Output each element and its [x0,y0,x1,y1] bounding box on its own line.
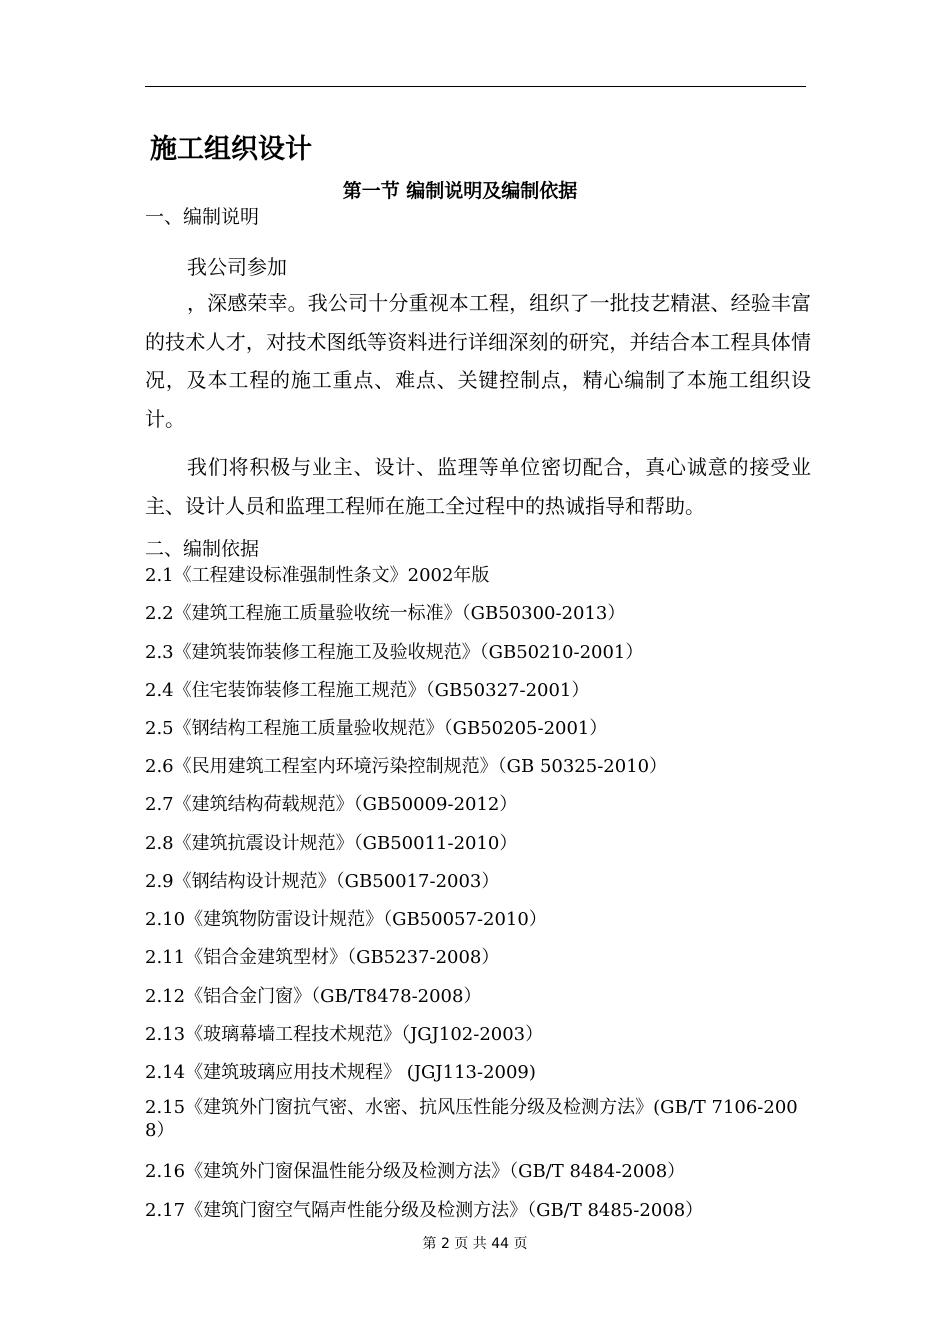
document-title: 施工组织设计 [150,134,312,165]
reference-item: 2.3《建筑装饰装修工程施工及验收规范》（GB50210-2001） [145,642,644,663]
section-title [0,176,950,203]
reference-item: 2.17《建筑门窗空气隔声性能分级及检测方法》（GB/T 8485-2008） [145,1200,704,1221]
paragraph-intro: 我公司参加 [187,255,287,279]
reference-item: 2.1《工程建设标准强制性条文》2002年版 [145,565,490,586]
reference-item: 2.9《钢结构设计规范》（GB50017-2003） [145,871,500,892]
reference-item: 2.11《铝合金建筑型材》（GB5237-2008） [145,947,500,968]
reference-item: 2.5《钢结构工程施工质量验收规范》（GB50205-2001） [145,718,608,739]
reference-item: 2.6《民用建筑工程室内环境污染控制规范》（GB 50325-2010） [145,756,668,777]
paragraph-2: 我们将积极与业主、设计、监理等单位密切配合，真心诚意的接受业主、设计人员和监理工程师在施工全过程中的热诚指导和帮助。 [145,455,811,518]
reference-item: 2.4《住宅装饰装修工程施工规范》（GB50327-2001） [145,680,590,701]
reference-item: 2.12《铝合金门窗》（GB/T8478-2008） [145,986,482,1007]
reference-item: 2.15《建筑外门窗抗气密、水密、抗风压性能分级及检测方法》(GB/T 7106-2008） [145,1097,798,1141]
reference-item: 2.16《建筑外门窗保温性能分级及检测方法》（GB/T 8484-2008） [145,1161,686,1182]
header-rule [145,86,806,87]
reference-item: 2.14《建筑玻璃应用技术规程》 (JGJ113-2009) [145,1062,536,1083]
reference-item: 2.8《建筑抗震设计规范》（GB50011-2010） [145,833,518,854]
section-title-text: 第一节 编制说明及编制依据 [342,180,578,202]
paragraph-1: ，深感荣幸。我公司十分重视本工程，组织了一批技艺精湛、经验丰富的技术人才，对技术图纸等资料进行详细深刻的研究，并结合本工程具体情况，及本工程的施工重点、难点、关键控制点，精心编制了本施工组织设计。 [145,291,811,431]
reference-item: 2.13《玻璃幕墙工程技术规范》（JGJ102-2003） [145,1024,544,1045]
reference-item: 2.2《建筑工程施工质量验收统一标准》（GB50300-2013） [145,603,626,624]
heading-compilation-basis: 二、编制依据 [145,538,260,560]
page-number-footer: 第 2 页 共 44 页 [422,1236,528,1252]
heading-compilation-notes: 一、编制说明 [145,206,260,228]
reference-item: 2.7《建筑结构荷载规范》（GB50009-2012） [145,794,518,815]
reference-item: 2.10《建筑物防雷设计规范》（GB50057-2010） [145,909,547,930]
